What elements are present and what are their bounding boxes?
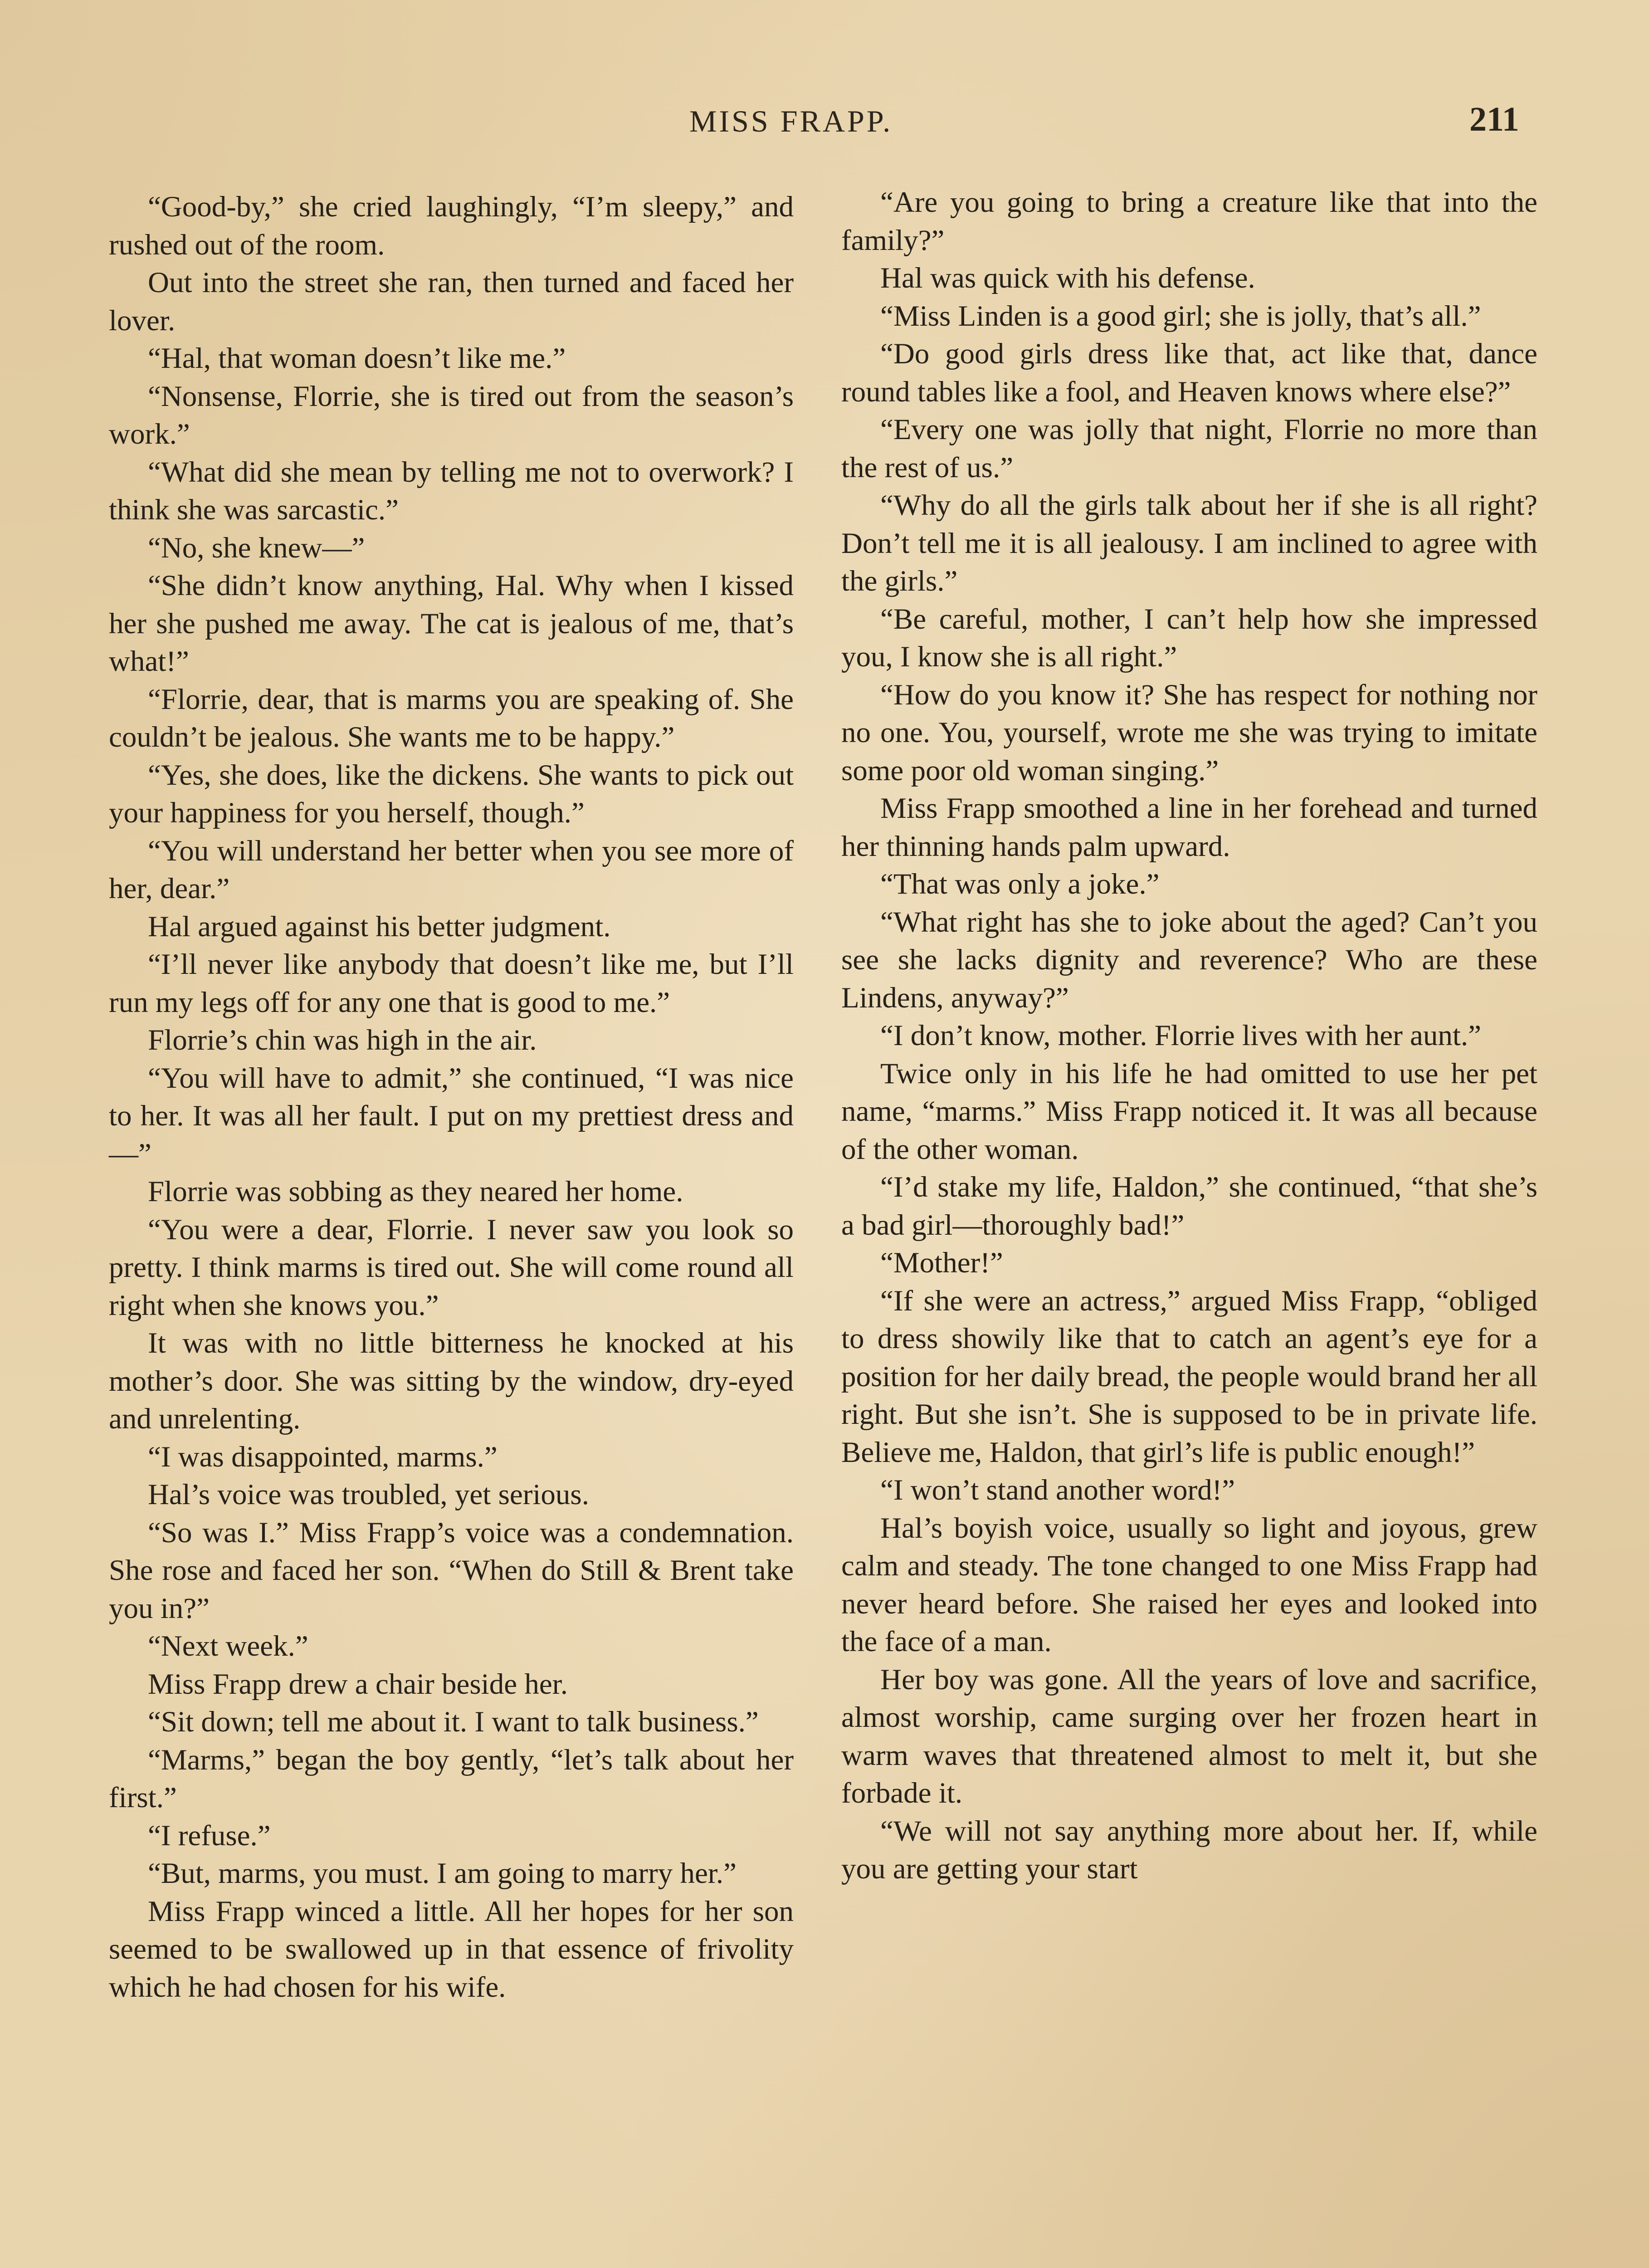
running-head: MISS FRAPP. [689, 104, 893, 138]
paragraph: “You were a dear, Florrie. I never saw you look so pretty. I think marms is tired out. She will come round all right when she knows you.” [109, 1213, 794, 1322]
paragraph: “Be careful, mother, I can’t help how she impressed you, I know she is all right.” [841, 602, 1537, 673]
paragraph: “She didn’t know anything, Hal. Why when I kissed her she pushed me away. The cat is jealous of me, that’s what!” [109, 569, 794, 678]
paragraph: Out into the street she ran, then turned and faced her lover. [109, 266, 794, 337]
page-number: 211 [1469, 100, 1519, 138]
paragraph: Florrie’s chin was high in the air. [148, 1024, 537, 1056]
paragraph: “I’d stake my life, Haldon,” she continued, “that she’s a bad girl—thoroughly bad!” [841, 1171, 1537, 1242]
paragraph: “You will understand her better when you see more of her, dear.” [109, 834, 794, 905]
paragraph: “I don’t know, mother. Florrie lives with her aunt.” [880, 1019, 1482, 1052]
paragraph: “What right has she to joke about the aged? Can’t you see she lacks dignity and reverence? Who are these Lindens, anyway?” [841, 905, 1537, 1014]
left-column [109, 188, 794, 2006]
paragraph: “Florrie, dear, that is marms you are speaking of. She couldn’t be jealous. She wants me to be happy.” [109, 683, 794, 753]
paragraph: “But, marms, you must. I am going to marry her.” [148, 1857, 737, 1890]
paragraph: “Why do all the girls talk about her if she is all right? Don’t tell me it is all jealousy. I am inclined to agree with the girls.” [841, 489, 1537, 597]
paragraph: “Nonsense, Florrie, she is tired out from the season’s work.” [109, 380, 794, 450]
paragraph: “Yes, she does, like the dickens. She wants to pick out your happiness for you herself, though.” [109, 758, 794, 829]
paragraph: “You will have to admit,” she continued, “I was nice to her. It was all her fault. I put on my prettiest dress and—” [109, 1061, 794, 1170]
paragraph: “Marms,” began the boy gently, “let’s talk about her first.” [109, 1743, 794, 1814]
paragraph: Miss Frapp drew a chair beside her. [148, 1667, 568, 1701]
page-header [0, 95, 1649, 150]
paragraph: “Miss Linden is a good girl; she is jolly, that’s all.” [880, 299, 1481, 332]
paragraph: “I won’t stand another word!” [880, 1474, 1235, 1506]
paragraph: Florrie was sobbing as they neared her home. [148, 1175, 683, 1208]
paragraph: “That was only a joke.” [880, 868, 1160, 900]
paragraph: “So was I.” Miss Frapp’s voice was a condemnation. She rose and faced her son. “When do Still & Brent take you in?” [109, 1516, 794, 1625]
paragraph: Her boy was gone. All the years of love and sacrifice, almost worship, came surging over her frozen heart in warm waves that threatened almost to melt it, but she forbade it. [841, 1663, 1537, 1809]
paragraph: “No, she knew—” [148, 531, 365, 564]
paragraph: “Hal, that woman doesn’t like me.” [148, 342, 566, 375]
paragraph: It was with no little bitterness he knocked at his mother’s door. She was sitting by the window, dry-eyed and unrelenting. [109, 1327, 794, 1435]
paragraph: Twice only in his life he had omitted to use her pet name, “marms.” Miss Frapp noticed it. It was all because of the other woman. [841, 1057, 1537, 1166]
paragraph: “Are you going to bring a creature like that into the family?” [841, 186, 1537, 257]
paragraph: Hal argued against his better judgment. [148, 910, 611, 943]
paragraph: “How do you know it? She has respect for nothing nor no one. You, yourself, wrote me she was trying to imitate some poor old woman singing.” [841, 678, 1537, 787]
paragraph: Hal’s boyish voice, usually so light and joyous, grew calm and steady. The tone changed to one Miss Frapp had never heard before. She raised her eyes and looked into the face of a man. [841, 1511, 1537, 1658]
paragraph: “What did she mean by telling me not to overwork? I think she was sarcastic.” [109, 455, 794, 526]
paragraph: “Every one was jolly that night, Florrie no more than the rest of us.” [841, 413, 1537, 484]
paragraph: “Sit down; tell me about it. I want to talk business.” [148, 1706, 759, 1738]
paragraph: Miss Frapp smoothed a line in her forehead and turned her thinning hands palm upward. [841, 792, 1537, 863]
paragraph: “Mother!” [880, 1246, 1003, 1279]
right-column [841, 184, 1537, 1888]
paragraph: “Next week.” [148, 1630, 308, 1662]
paragraph: “I’ll never like anybody that doesn’t like me, but I’ll run my legs off for any one that is good to me.” [109, 948, 794, 1019]
paragraph: “Do good girls dress like that, act like that, dance round tables like a fool, and Heaven knows where else?” [841, 337, 1537, 408]
paragraph: “If she were an actress,” argued Miss Frapp, “obliged to dress showily like that to catch an agent’s eye for a position for her daily bread, the people would brand her all right. But she isn’t. She is supposed to be in private life. Believe me, Haldon, that girl’s life is public enough!” [841, 1284, 1537, 1469]
paragraph: “We will not say anything more about her. If, while you are getting your start [841, 1814, 1537, 1885]
paragraph: Hal’s voice was troubled, yet serious. [148, 1478, 589, 1511]
paragraph: “Good-by,” she cried laughingly, “I’m sleepy,” and rushed out of the room. [109, 191, 794, 261]
paragraph: Miss Frapp winced a little. All her hopes for her son seemed to be swallowed up in that essence of frivolity which he had chosen for his wife. [109, 1895, 794, 2004]
paragraph: “I was disappointed, marms.” [148, 1440, 498, 1473]
paragraph: “I refuse.” [148, 1819, 271, 1852]
paragraph: Hal was quick with his defense. [880, 262, 1255, 294]
